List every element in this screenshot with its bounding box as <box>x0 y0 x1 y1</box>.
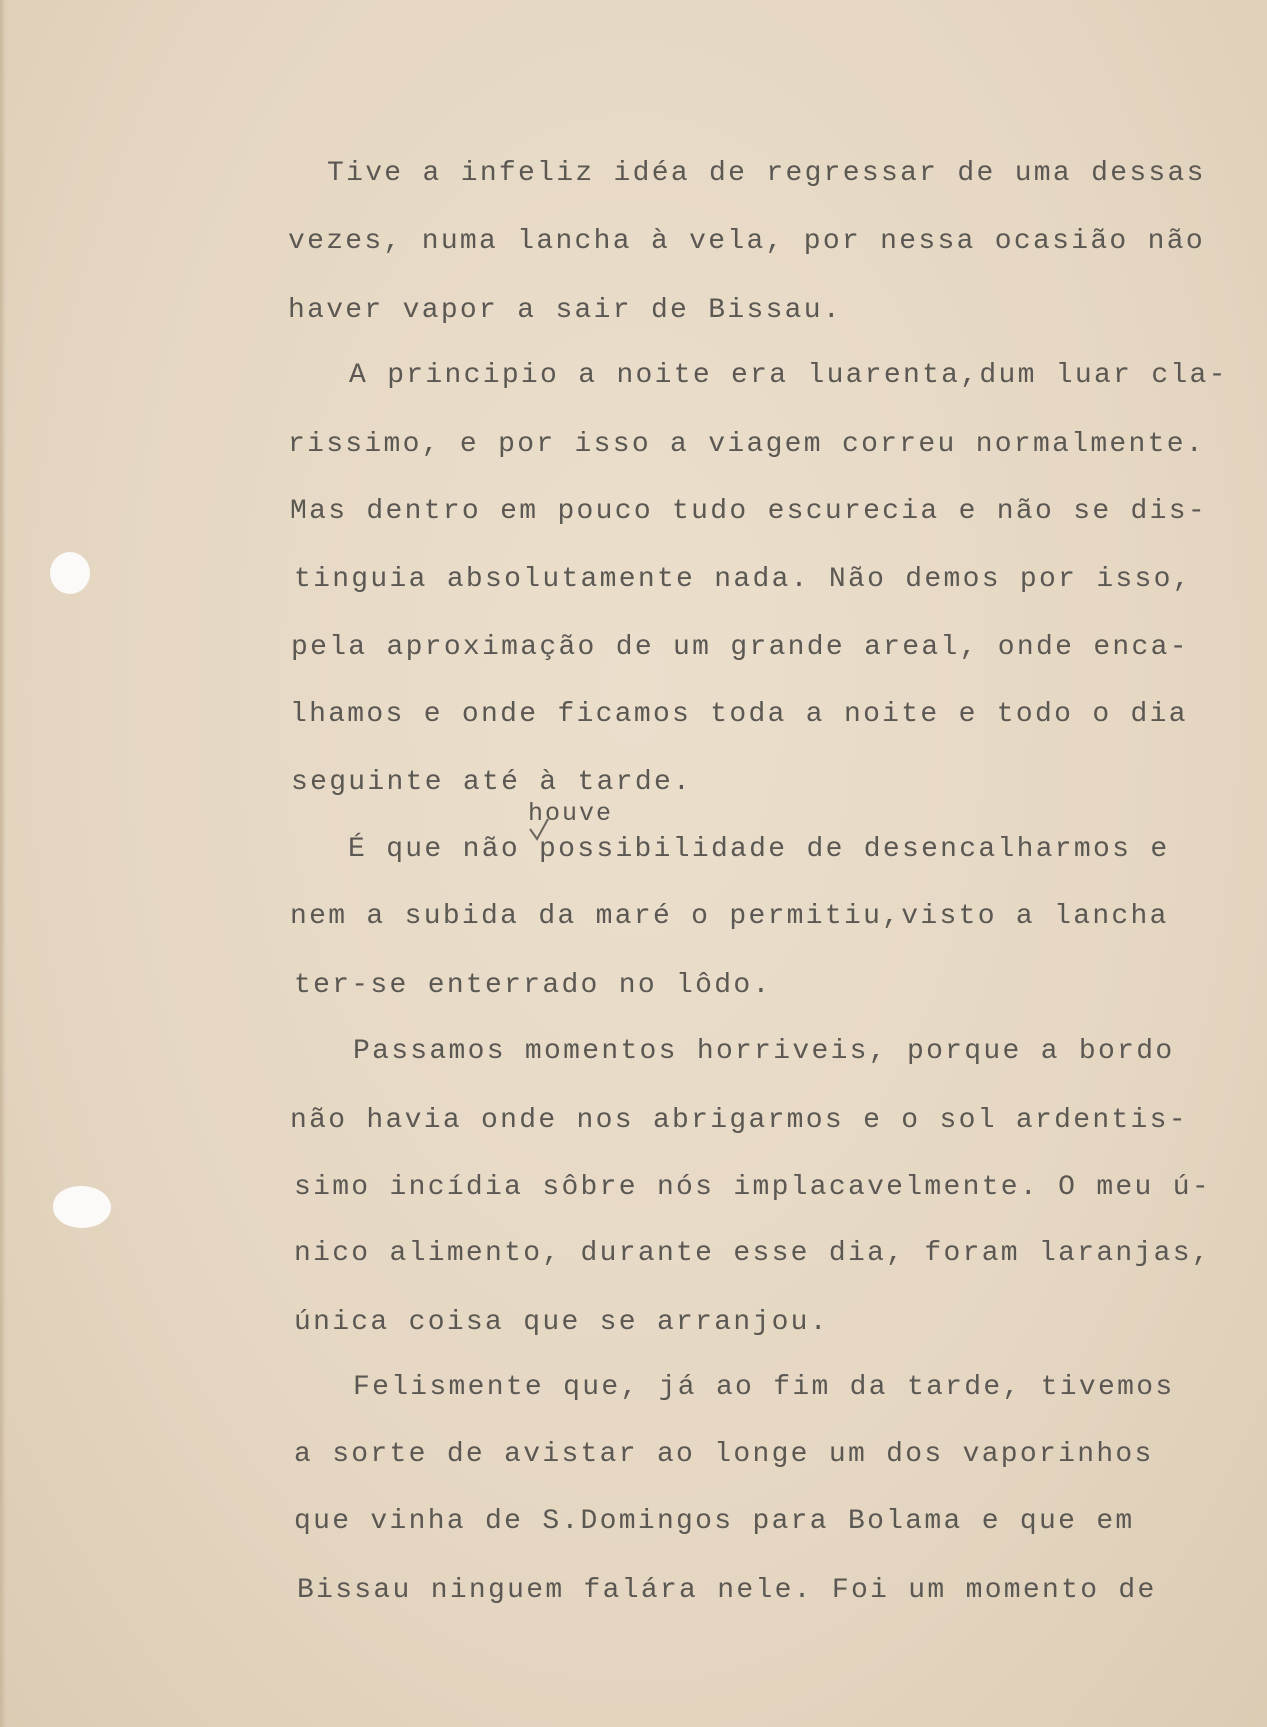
text-line: Bissau ninguem falára nele. Foi um momento de <box>297 1575 1157 1606</box>
text-line: não havia onde nos abrigarmos e o sol ardentis- <box>290 1105 1188 1136</box>
text-line: a sorte de avistar ao longe um dos vaporinhos <box>294 1439 1154 1470</box>
text-line: haver vapor a sair de Bissau. <box>288 295 842 326</box>
text-line: nem a subida da maré o permitiu,visto a lancha <box>290 901 1169 932</box>
text-line: rissimo, e por isso a viagem correu normalmente. <box>288 429 1205 460</box>
page-edge-shadow <box>0 0 6 1727</box>
text-line: Passamos momentos horriveis, porque a bordo <box>353 1036 1175 1067</box>
text-line: tinguia absolutamente nada. Não demos por isso, <box>294 564 1192 595</box>
text-line: pela aproximação de um grande areal, onde enca- <box>291 632 1189 663</box>
text-line: Felismente que, já ao fim da tarde, tivemos <box>353 1372 1175 1403</box>
text-line: A principio a noite era luarenta,dum luar cla- <box>349 360 1228 391</box>
text-line: É que não possibilidade de desencalharmos e <box>348 834 1170 865</box>
text-line: Mas dentro em pouco tudo escurecia e não se dis- <box>290 496 1207 527</box>
text-line: ter-se enterrado no lôdo. <box>294 970 772 1001</box>
text-line: vezes, numa lancha à vela, por nessa ocasião não <box>288 226 1205 257</box>
text-line: simo incídia sôbre nós implacavelmente. O meu ú- <box>294 1172 1211 1203</box>
punch-hole <box>53 1186 111 1228</box>
text-line: Tive a infeliz idéa de regressar de uma dessas <box>327 158 1206 189</box>
punch-hole <box>50 552 90 594</box>
text-line: que vinha de S.Domingos para Bolama e que em <box>294 1506 1135 1537</box>
text-line: única coisa que se arranjou. <box>294 1307 829 1338</box>
handwritten-insertion: houve <box>528 799 614 828</box>
text-line: seguinte até à tarde. <box>291 767 693 798</box>
text-line: nico alimento, durante esse dia, foram laranjas, <box>294 1238 1211 1269</box>
text-line: lhamos e onde ficamos toda a noite e todo o dia <box>290 699 1188 730</box>
